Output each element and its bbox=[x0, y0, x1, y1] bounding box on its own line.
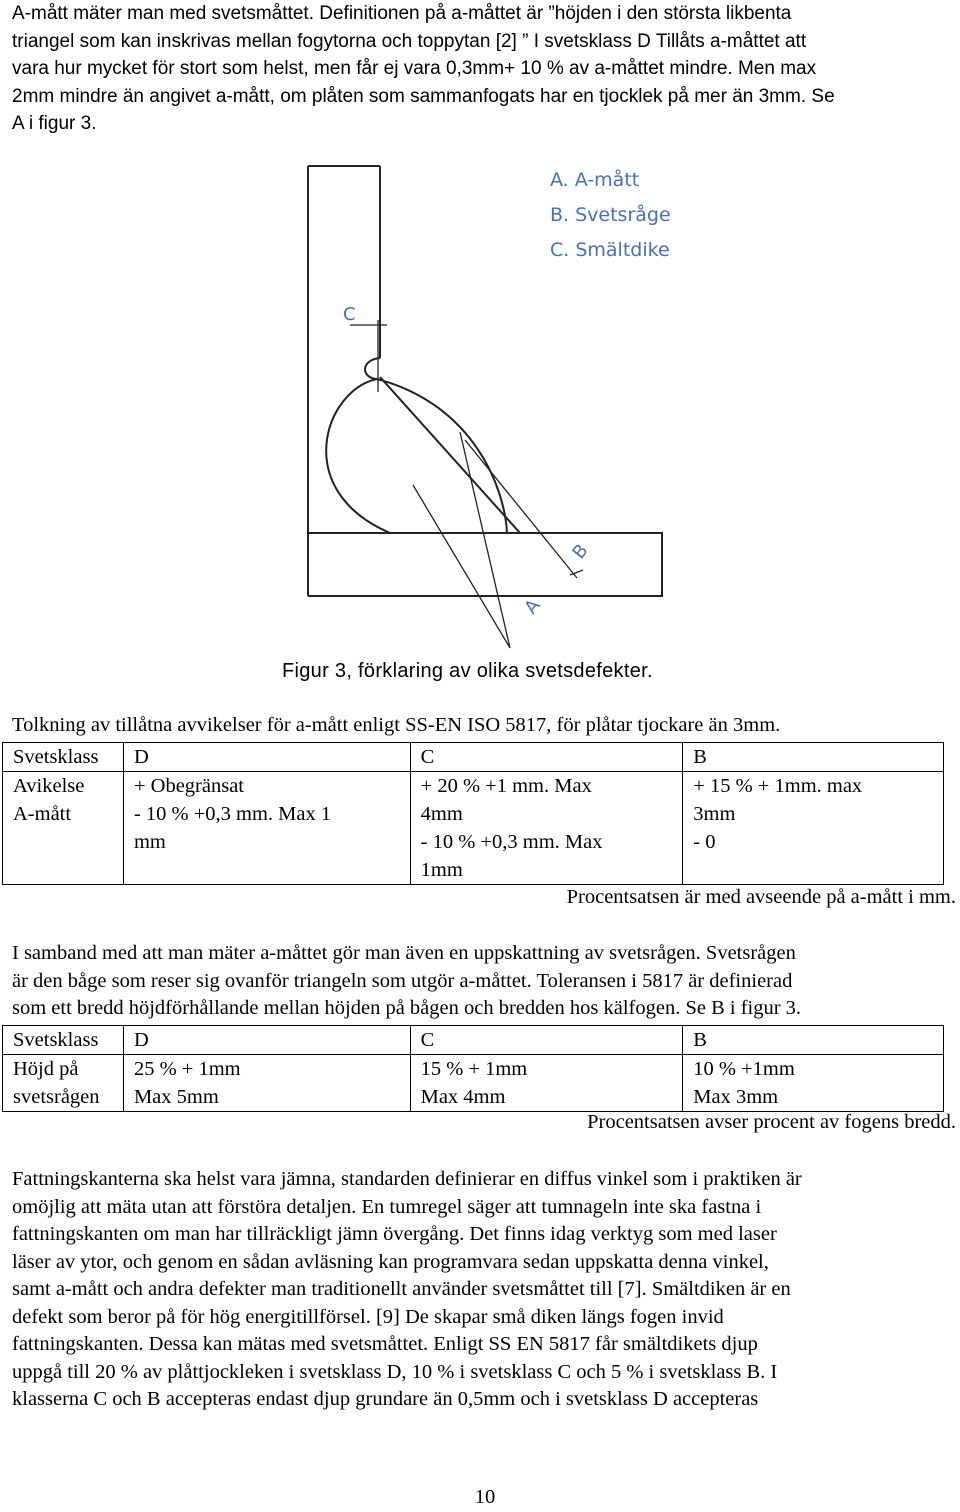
cell-line: Avikelse bbox=[13, 775, 85, 797]
a-extension-line bbox=[413, 485, 510, 648]
table1-note: Procentsatsen är med avseende på a-mått i mm. bbox=[566, 886, 956, 908]
para-line: Fattningskanterna ska helst vara jämna, standarden definierar en diffus vinkel som i praktiken är bbox=[12, 1168, 802, 1190]
para-line: uppgå till 20 % av plåttjockleken i svetsklass D, 10 % i svetsklass C och 5 % i svetsklass B. I bbox=[12, 1360, 778, 1383]
weld-diagram-svg bbox=[295, 160, 675, 660]
para-line: omöjlig att mäta utan att förstöra detaljen. En tumregel säger att tumnageln inte ska fastna i bbox=[12, 1195, 762, 1218]
table-cell bbox=[3, 1055, 124, 1112]
undercut-paragraph bbox=[12, 1166, 952, 1414]
table-cell bbox=[123, 1055, 410, 1112]
cell-line: + Obegränsat bbox=[133, 775, 244, 797]
cell-line: 15 % + 1mm bbox=[420, 1058, 528, 1080]
cell-line: A-mått bbox=[13, 803, 72, 825]
cell-line: 4mm bbox=[420, 803, 463, 825]
intro-line: triangel som kan inskrivas mellan fogytorna och toppytan [2] ” I svetsklass D Tillåts a-måttet att bbox=[12, 30, 807, 52]
table-row bbox=[3, 1055, 944, 1112]
weld-bead-left bbox=[326, 379, 390, 533]
cell-line: Max 4mm bbox=[420, 1086, 506, 1108]
table-header-cell: B bbox=[683, 743, 944, 772]
table-header-cell: D bbox=[123, 743, 410, 772]
para-line: som ett bredd höjdförhållande mellan höjden på bågen och bredden hos kälfogen. Se B i figur 3. bbox=[12, 997, 802, 1019]
table-cell bbox=[410, 772, 683, 885]
table-header-cell: Svetsklass bbox=[3, 743, 124, 772]
weld-bead-right bbox=[377, 379, 507, 533]
legend-c: C. Smältdike bbox=[550, 239, 670, 261]
label-c: C bbox=[343, 304, 356, 325]
table-row bbox=[3, 743, 944, 772]
para-line: klasserna C och B accepteras endast djup grundare än 0,5mm och i svetsklass D accepteras bbox=[12, 1388, 759, 1410]
table-cell bbox=[123, 772, 410, 885]
cell-line: Max 3mm bbox=[693, 1086, 779, 1108]
table-cell bbox=[683, 772, 944, 885]
a-measure-table bbox=[2, 742, 944, 885]
cell-line: 3mm bbox=[693, 803, 736, 825]
figure-caption: Figur 3, förklaring av olika svetsdefekter. bbox=[282, 660, 653, 682]
para-line: är den båge som reser sig ovanför triangeln som utgör a-måttet. Toleransen i 5817 är definierad bbox=[12, 969, 793, 992]
cell-line: - 10 % +0,3 mm. Max bbox=[420, 831, 603, 853]
table-header-cell: Svetsklass bbox=[3, 1026, 124, 1055]
cell-line: + 15 % + 1mm. max bbox=[693, 775, 863, 797]
a-measure-line bbox=[380, 377, 520, 533]
page-number: 10 bbox=[474, 1486, 496, 1508]
intro-line: vara hur mycket för stort som helst, men får ej vara 0,3mm+ 10 % av a-måttet mindre. Men max bbox=[12, 58, 817, 79]
para-line: fattningskanten. Dessa kan mätas med svetsmåttet. Enligt SS EN 5817 får smältdikets djup bbox=[12, 1333, 758, 1355]
para-line: läser av ytor, och genom en sådan avläsning kan programvara sedan uppskatta denna vinkel, bbox=[12, 1250, 769, 1273]
label-b: B bbox=[568, 540, 593, 564]
table-cell bbox=[3, 772, 124, 885]
table2-note: Procentsatsen avser procent av fogens bredd. bbox=[587, 1111, 956, 1133]
para-line: defekt som beror på för hög energitillförsel. [9] De skapar små diken längs fogen invid bbox=[12, 1305, 724, 1328]
reinforcement-paragraph bbox=[12, 940, 952, 1023]
weld-diagram bbox=[295, 160, 675, 660]
intro-line: 2mm mindre än angivet a-mått, om plåten som sammanfogats har en tjocklek på mer än 3mm. Se bbox=[12, 85, 835, 107]
table-row bbox=[3, 1026, 944, 1055]
table-header-cell: D bbox=[123, 1026, 410, 1055]
para-line: samt a-mått och andra defekter man traditionellt använder svetsmåttet till [7]. Smältdiken är en bbox=[12, 1278, 791, 1300]
intro-line: A-mått mäter man med svetsmåttet. Definitionen på a-måttet är ”höjden i den största likbenta bbox=[12, 3, 792, 24]
table-row bbox=[3, 772, 944, 885]
cell-line: Höjd på bbox=[13, 1058, 79, 1080]
cell-line: - 10 % +0,3 mm. Max 1 bbox=[133, 803, 332, 825]
legend-a: A. A-mått bbox=[550, 169, 640, 191]
cell-line: + 20 % +1 mm. Max bbox=[420, 775, 592, 797]
table-header-cell: B bbox=[683, 1026, 944, 1055]
label-a: A bbox=[520, 595, 545, 619]
reinforcement-table bbox=[2, 1025, 944, 1112]
cell-line: 10 % +1mm bbox=[693, 1058, 795, 1080]
cell-line: Max 5mm bbox=[133, 1086, 219, 1108]
cell-line: 25 % + 1mm bbox=[133, 1058, 241, 1080]
b-dimension-line bbox=[465, 440, 577, 578]
table-cell bbox=[410, 1055, 683, 1112]
cell-line: svetsrågen bbox=[13, 1086, 100, 1108]
para-line: I samband med att man mäter a-måttet gör man även en uppskattning av svetsrågen. Svetsrågen bbox=[12, 942, 796, 964]
cell-line: mm bbox=[133, 831, 166, 853]
cell-line: 1mm bbox=[420, 859, 463, 881]
intro-paragraph bbox=[12, 0, 952, 138]
table-header-cell: C bbox=[410, 743, 683, 772]
legend-b: B. Svetsråge bbox=[550, 204, 671, 226]
table1-caption: Tolkning av tillåtna avvikelser för a-mått enligt SS-EN ISO 5817, för plåtar tjockare än 3mm. bbox=[12, 714, 781, 736]
table-cell bbox=[683, 1055, 944, 1112]
intro-line: A i figur 3. bbox=[12, 113, 97, 134]
table-header-cell: C bbox=[410, 1026, 683, 1055]
cell-line: - 0 bbox=[693, 831, 716, 853]
para-line: fattningskanten om man har tillräckligt jämn övergång. Det finns idag verktyg som med laser bbox=[12, 1223, 777, 1245]
